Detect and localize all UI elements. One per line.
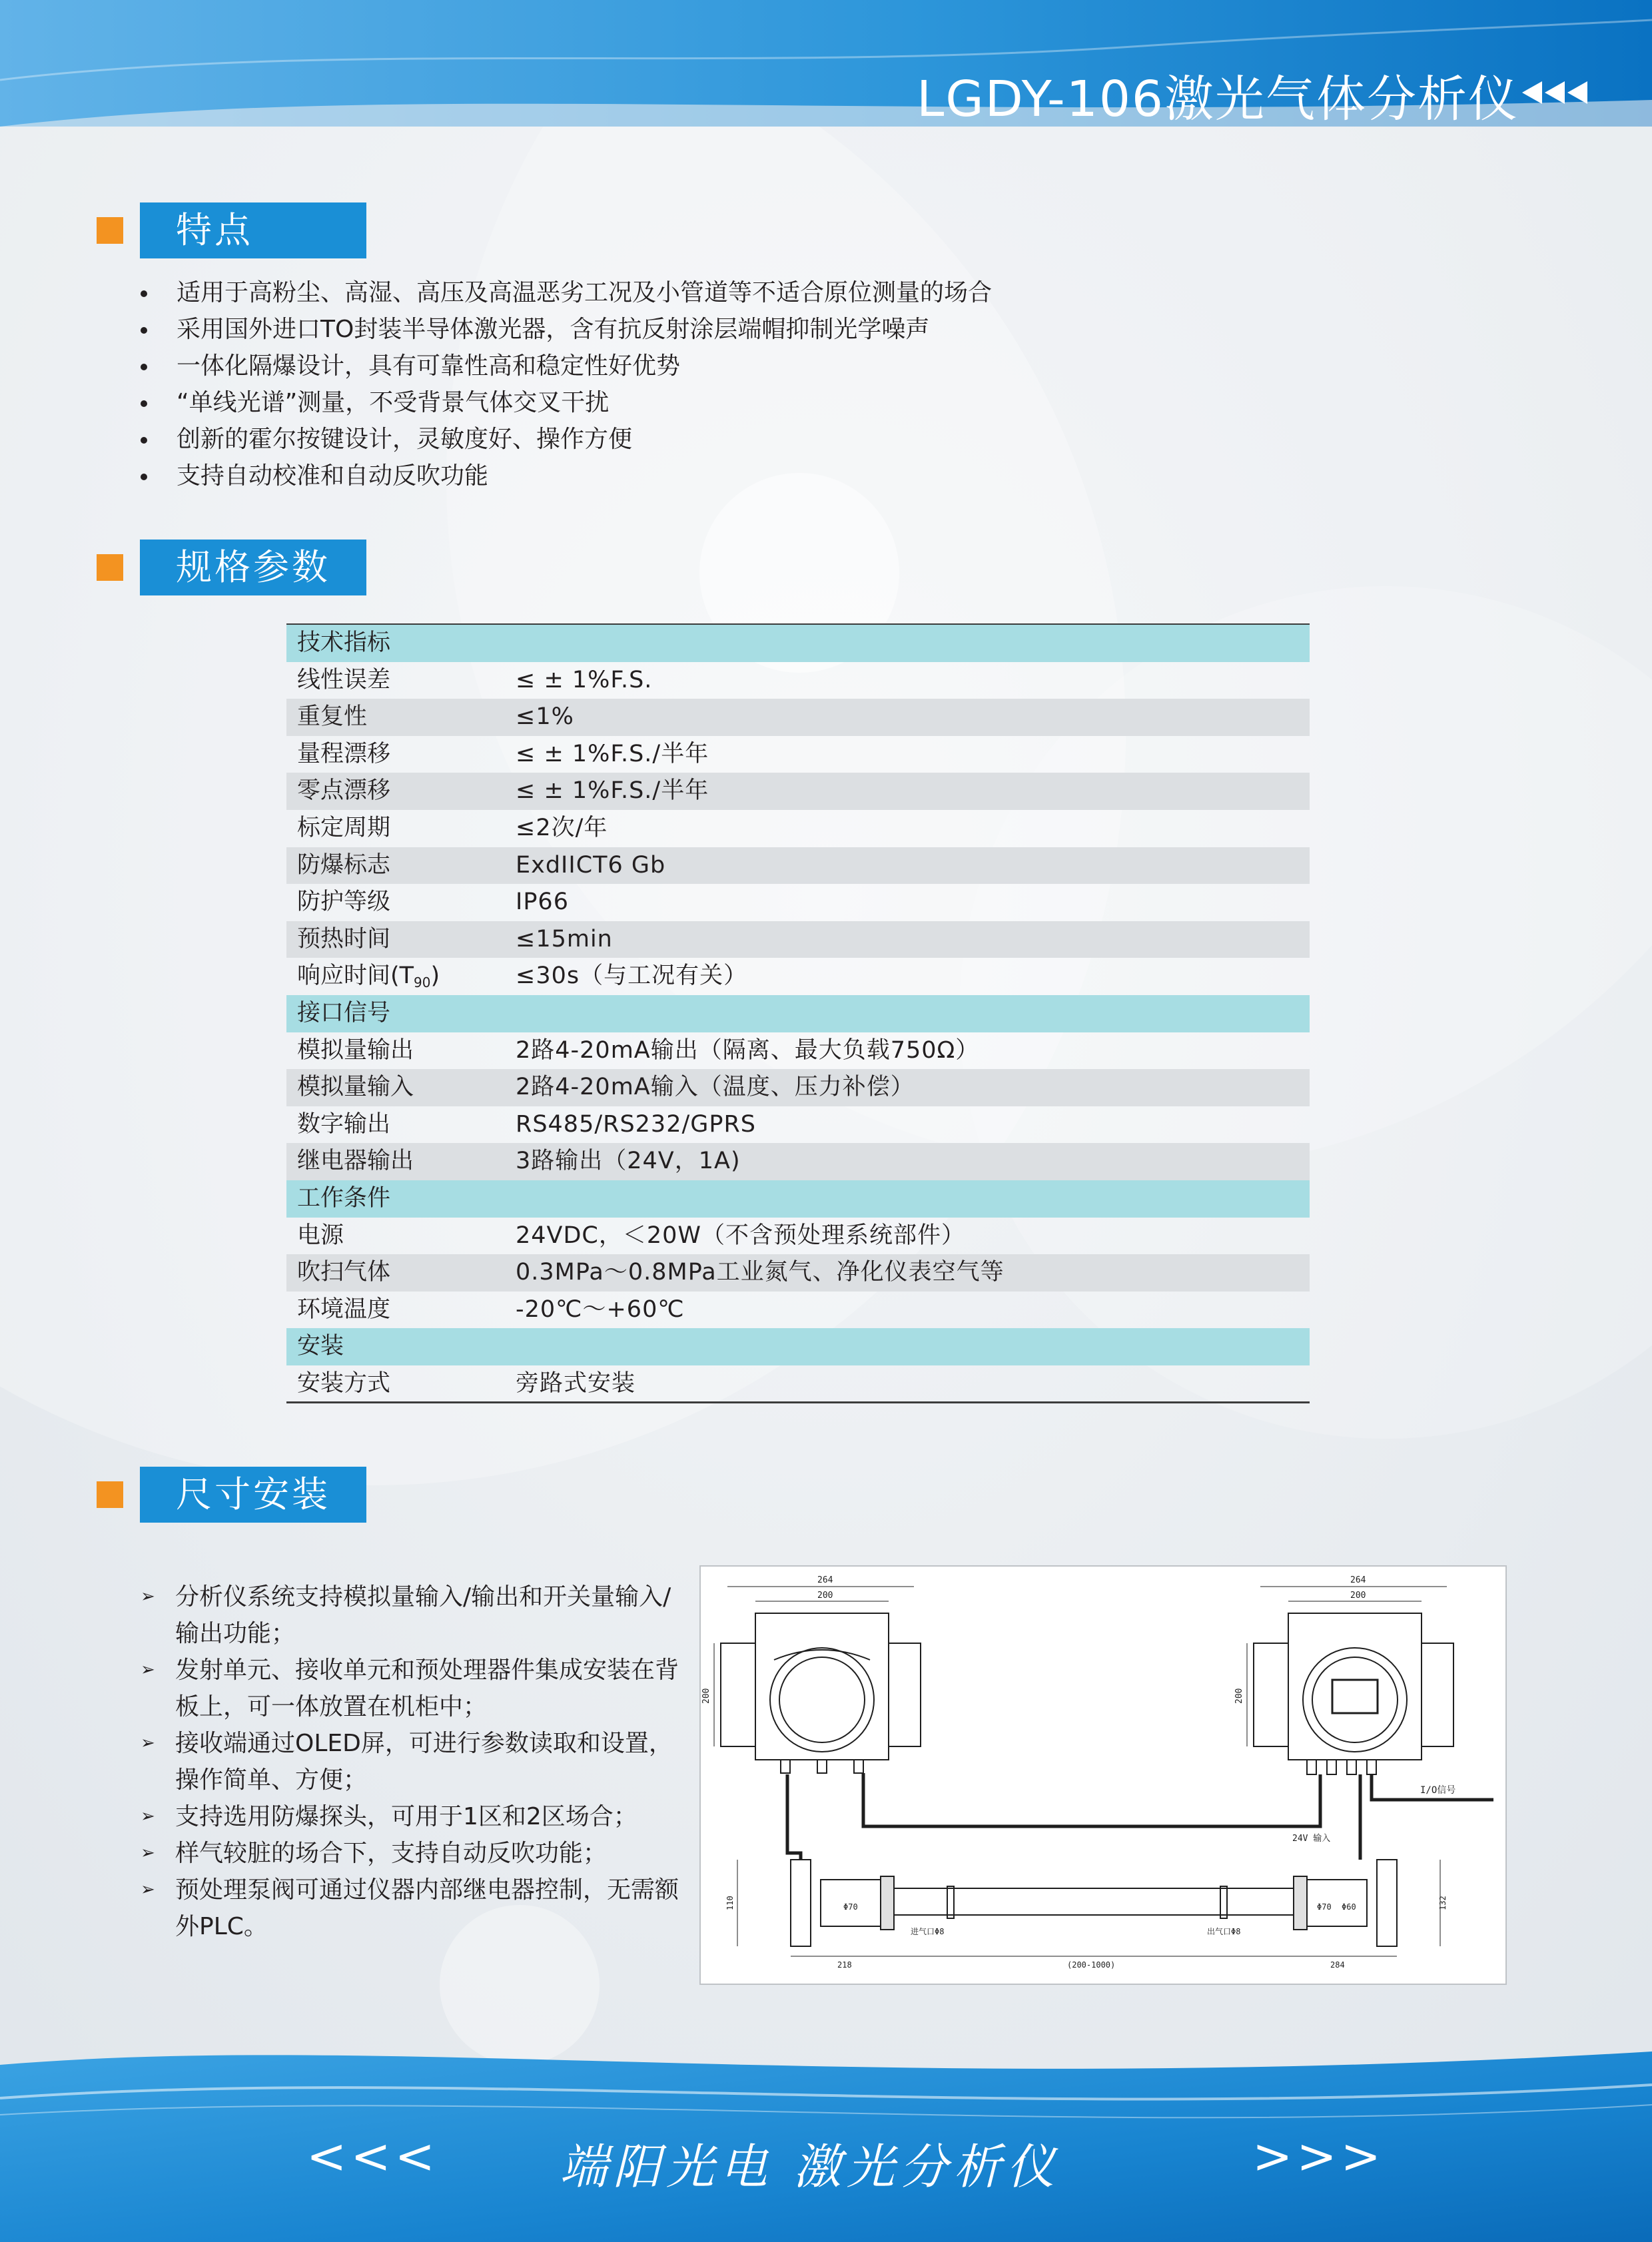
table-row xyxy=(286,699,1310,736)
dim-label: (200-1000) xyxy=(1067,1960,1116,1970)
dim-label: 264 xyxy=(817,1575,833,1585)
row-label: 零点漂移 xyxy=(297,777,391,805)
row-label: 防护等级 xyxy=(297,889,391,916)
row-value: ≤ ± 1%F.S./半年 xyxy=(516,777,709,805)
row-label: 工作条件 xyxy=(297,1184,391,1212)
row-value: 旁路式安装 xyxy=(516,1369,636,1397)
list-item: ➢ 接收端通过OLED屏，可进行参数读取和设置，操作简单、方便； xyxy=(137,1725,689,1798)
dim-label: Φ60 xyxy=(1342,1902,1356,1912)
table-category-row xyxy=(286,995,1310,1032)
table-row xyxy=(286,662,1310,699)
list-item: “单线光谱”测量，不受背景气体交叉干扰 xyxy=(137,384,992,421)
row-value: ≤2次/年 xyxy=(516,814,608,841)
row-value: 2路4-20mA输出（隔离、最大负载750Ω） xyxy=(516,1036,980,1064)
row-value: ≤15min xyxy=(516,925,613,952)
row-label: 重复性 xyxy=(297,703,368,731)
dim-label: Φ70 xyxy=(843,1902,858,1912)
table-category-row xyxy=(286,1328,1310,1365)
io-signal-label: I/O信号 xyxy=(1420,1785,1456,1796)
table-row xyxy=(286,958,1310,995)
row-label: 模拟量输出 xyxy=(297,1036,414,1064)
row-label: 环境温度 xyxy=(297,1296,391,1323)
list-item: ➢ 样气较脏的场合下，支持自动反吹功能； xyxy=(137,1835,689,1872)
table-bottom-rule xyxy=(286,1401,1310,1403)
table-row xyxy=(286,1143,1310,1180)
table-row xyxy=(286,1254,1310,1292)
section-heading-installation: 尺寸安装 xyxy=(140,1467,366,1523)
table-row xyxy=(286,1365,1310,1403)
row-label: 量程漂移 xyxy=(297,740,391,767)
table-row xyxy=(286,1032,1310,1070)
row-value: RS485/RS232/GPRS xyxy=(516,1110,757,1138)
footer-slogan: 端阳光电 激光分析仪 xyxy=(560,2139,1060,2195)
receiver-unit xyxy=(1254,1613,1453,1774)
row-label: 继电器输出 xyxy=(297,1148,414,1175)
table-row xyxy=(286,736,1310,773)
section-marker-features xyxy=(97,217,123,244)
table-row xyxy=(286,921,1310,958)
row-value: 2路4-20mA输入（温度、压力补偿） xyxy=(516,1074,915,1101)
row-value: ≤ ± 1%F.S./半年 xyxy=(516,740,709,767)
row-value: 0.3MPa～0.8MPa工业氮气、净化仪表空气等 xyxy=(516,1259,1005,1286)
table-row xyxy=(286,884,1310,921)
row-label: 电源 xyxy=(297,1222,344,1249)
inlet-label: 进气口Φ8 xyxy=(911,1927,945,1936)
table-row xyxy=(286,1069,1310,1106)
dim-label: Φ70 xyxy=(1317,1902,1332,1912)
dim-label: 200 xyxy=(817,1591,833,1601)
table-row xyxy=(286,1292,1310,1329)
row-value: IP66 xyxy=(516,889,569,916)
row-label-subscript: 90 xyxy=(414,974,431,991)
spec-table xyxy=(286,625,1310,1402)
row-label: 标定周期 xyxy=(297,814,391,841)
footer-right-arrows: >>> xyxy=(1252,2128,1385,2184)
row-value: 3路输出（24V，1A) xyxy=(516,1148,741,1175)
outlet-label: 出气口Φ8 xyxy=(1207,1927,1241,1936)
table-row xyxy=(286,1106,1310,1144)
dim-label: 200 xyxy=(701,1688,711,1704)
row-value: ≤1% xyxy=(516,703,574,731)
row-value: 24VDC，＜20W（不含预处理系统部件） xyxy=(516,1222,966,1249)
row-label: 模拟量输入 xyxy=(297,1074,414,1101)
features-list xyxy=(137,274,992,494)
dim-label: 110 xyxy=(725,1896,735,1910)
list-item: 支持自动校准和自动反吹功能 xyxy=(137,458,992,494)
section-marker-installation xyxy=(97,1481,123,1508)
list-item: 创新的霍尔按键设计，灵敏度好、操作方便 xyxy=(137,421,992,458)
footer-left-arrows: <<< xyxy=(306,2128,439,2184)
row-label: 接口信号 xyxy=(297,999,391,1026)
transmitter-unit xyxy=(721,1613,921,1773)
row-label-suffix: ) xyxy=(430,962,440,990)
list-item: 一体化隔爆设计，具有可靠性高和稳定性好优势 xyxy=(137,348,992,384)
page-title: LGDY-106激光气体分析仪 xyxy=(917,71,1519,128)
dimension-drawing xyxy=(699,1565,1507,1985)
triple-arrow-left-icon xyxy=(1522,76,1589,109)
section-marker-specs xyxy=(97,554,123,581)
row-value: -20℃～+60℃ xyxy=(516,1296,685,1323)
row-label: 响应时间(T xyxy=(297,962,414,990)
table-row xyxy=(286,847,1310,885)
section-heading-specs: 规格参数 xyxy=(140,540,366,595)
dim-label: 200 xyxy=(1350,1591,1366,1601)
list-item: 适用于高粉尘、高湿、高压及高温恶劣工况及小管道等不适合原位测量的场合 xyxy=(137,274,992,311)
row-value: ExdIICT6 Gb xyxy=(516,851,666,879)
table-category-row xyxy=(286,625,1310,662)
dim-label: 264 xyxy=(1350,1575,1366,1585)
table-row xyxy=(286,810,1310,847)
row-label: 线性误差 xyxy=(297,666,391,693)
row-label: 安装方式 xyxy=(297,1369,391,1397)
section-heading-features: 特点 xyxy=(140,202,366,258)
row-label: 数字输出 xyxy=(297,1110,391,1138)
installation-list xyxy=(137,1579,689,1945)
table-category-row xyxy=(286,1180,1310,1218)
table-row xyxy=(286,773,1310,810)
list-item: ➢ 发射单元、接收单元和预处理器件集成安装在背板上，可一体放置在机柜中； xyxy=(137,1652,689,1725)
row-label: 防爆标志 xyxy=(297,851,391,879)
row-label: 技术指标 xyxy=(297,629,391,656)
dim-label: 218 xyxy=(837,1960,852,1970)
power-input-label: 24V 输入 xyxy=(1292,1834,1331,1844)
list-item: ➢ 预处理泵阀可通过仪器内部继电器控制，无需额外PLC。 xyxy=(137,1872,689,1945)
row-value: ≤30s（与工况有关） xyxy=(516,962,748,990)
table-row xyxy=(286,1218,1310,1255)
row-value: ≤ ± 1%F.S. xyxy=(516,666,653,693)
list-item: ➢ 分析仪系统支持模拟量输入/输出和开关量输入/输出功能； xyxy=(137,1579,689,1652)
dim-label: 200 xyxy=(1234,1688,1244,1704)
list-item: ➢ 支持选用防爆探头，可用于1区和2区场合； xyxy=(137,1798,689,1835)
row-label: 预热时间 xyxy=(297,925,391,952)
dim-label: 284 xyxy=(1330,1960,1345,1970)
list-item: 采用国外进口TO封装半导体激光器，含有抗反射涂层端帽抑制光学噪声 xyxy=(137,311,992,348)
row-label: 吹扫气体 xyxy=(297,1259,391,1286)
row-label: 安装 xyxy=(297,1333,344,1360)
dim-label: 132 xyxy=(1438,1896,1447,1910)
